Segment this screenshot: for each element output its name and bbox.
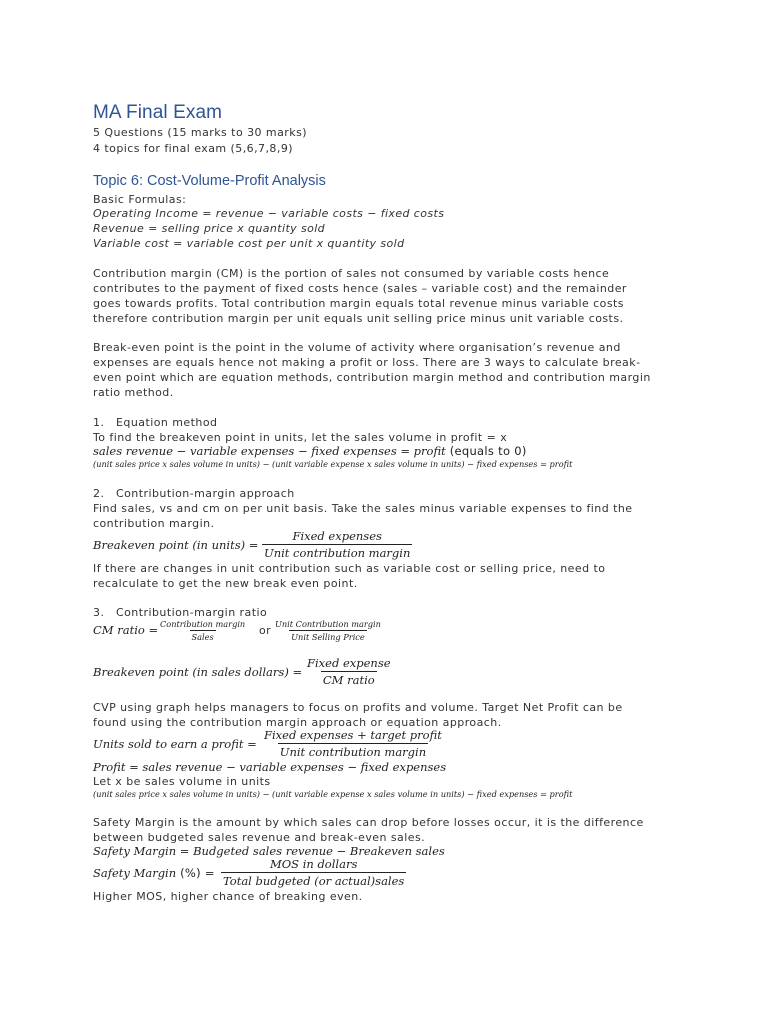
fraction-denominator: Unit Selling Price (291, 632, 365, 642)
list-number: 3. (93, 606, 105, 619)
safety-text: Higher MOS, higher chance of breaking even. (93, 890, 363, 903)
units-sold-lhs: Units sold to earn a profit = (93, 737, 257, 751)
bep-sales-lhs: Breakeven point (in sales dollars) = (93, 665, 303, 679)
units-sold-fraction (262, 728, 444, 759)
cvp-equation-expanded: (unit sales price x sales volume in units) − (unit variable expense x sales volume in units) − fixed expenses = profit (93, 789, 573, 799)
cvp-text: found using the contribution margin approach or equation approach. (93, 716, 502, 729)
list-number: 2. (93, 487, 105, 500)
basic-formulas-label: Basic Formulas: (93, 193, 187, 206)
safety-text: between budgeted sales revenue and break-even sales. (93, 831, 426, 844)
fraction-denominator: Unit contribution margin (264, 546, 411, 560)
let-x-text: Let x be sales volume in units (93, 775, 271, 788)
bep-paragraph-line: ratio method. (93, 386, 174, 399)
cm-ratio-fraction-1 (158, 619, 247, 642)
cm-paragraph-line: therefore contribution margin per unit equals unit selling price minus unit variable costs. (93, 312, 624, 325)
method-1-equation (93, 444, 527, 459)
fraction-numerator: Fixed expense (307, 656, 391, 670)
fraction-denominator: Total budgeted (or actual)sales (223, 874, 405, 888)
method-1-text: To find the breakeven point in units, let the sales volume in profit = x (93, 431, 508, 444)
fraction-denominator: Unit contribution margin (279, 745, 427, 759)
lhs-text: Safety Margin (93, 866, 177, 880)
method-1-equation-expanded: (unit sales price x sales volume in units) − (unit variable expense x sales volume in units) − fixed expenses = profit (93, 459, 573, 469)
fraction-numerator: Unit Contribution margin (275, 619, 381, 629)
safety-margin-pct-fraction (221, 857, 406, 888)
cm-ratio-lhs: CM ratio = (93, 623, 159, 637)
method-2-text: Find sales, vs and cm on per unit basis. Take the sales minus variable expenses to find the (93, 502, 633, 515)
equation-note: (equals to 0) (445, 444, 527, 458)
fraction-numerator: MOS in dollars (269, 857, 358, 871)
method-2-fraction (262, 529, 412, 560)
bep-sales-fraction (305, 656, 393, 687)
fraction-denominator: CM ratio (322, 673, 375, 687)
intro-line-2: 4 topics for final exam (5,6,7,8,9) (93, 142, 294, 155)
fraction-numerator: Fixed expenses (292, 529, 382, 543)
list-label: Contribution-margin approach (116, 487, 295, 500)
list-label: Equation method (116, 416, 218, 429)
method-3-heading (93, 605, 267, 620)
method-2-text: If there are changes in unit contribution such as variable cost or selling price, need to (93, 562, 606, 575)
cm-ratio-fraction-2 (273, 619, 383, 642)
safety-margin-equation: Safety Margin = Budgeted sales revenue − Breakeven sales (93, 844, 445, 858)
fraction-numerator: Contribution margin (160, 619, 246, 629)
method-2-text: recalculate to get the new break even point. (93, 577, 358, 590)
intro-line-1: 5 Questions (15 marks to 30 marks) (93, 126, 307, 139)
safety-margin-pct-lhs (93, 866, 215, 881)
profit-equation: Profit = sales revenue − variable expenses − fixed expenses (93, 760, 447, 774)
method-2-text: contribution margin. (93, 517, 215, 530)
document-title: MA Final Exam (93, 102, 223, 123)
formula-operating-income: Operating Income = revenue − variable costs − fixed costs (93, 207, 445, 220)
list-label: Contribution-margin ratio (116, 606, 268, 619)
lhs-equals: = (204, 866, 215, 880)
cm-paragraph-line: contributes to the payment of fixed costs hence (sales – variable cost) and the remainder (93, 282, 627, 295)
bep-paragraph-line: even point which are equation methods, contribution margin method and contribution margin (93, 371, 651, 384)
cm-paragraph-line: goes towards profits. Total contribution margin equals total revenue minus variable costs (93, 297, 624, 310)
fraction-denominator: Sales (191, 632, 214, 642)
formula-variable-cost: Variable cost = variable cost per unit x quantity sold (93, 237, 405, 250)
method-2-equation-lhs: Breakeven point (in units) = (93, 538, 259, 552)
cm-paragraph-line: Contribution margin (CM) is the portion of sales not consumed by variable costs hence (93, 267, 610, 280)
lhs-percent: (%) (176, 866, 205, 880)
topic-heading: Topic 6: Cost-Volume-Profit Analysis (93, 173, 326, 189)
list-number: 1. (93, 416, 105, 429)
method-2-heading (93, 486, 295, 501)
cvp-text: CVP using graph helps managers to focus on profits and volume. Target Net Profit can be (93, 701, 623, 714)
bep-paragraph-line: Break-even point is the point in the volume of activity where organisation’s revenue and (93, 341, 621, 354)
bep-paragraph-line: expenses are equals hence not making a profit or loss. There are 3 ways to calculate break- (93, 356, 641, 369)
method-1-heading (93, 415, 217, 430)
or-text: or (259, 624, 272, 637)
fraction-numerator: Fixed expenses + target profit (264, 728, 442, 742)
formula-revenue: Revenue = selling price x quantity sold (93, 222, 326, 235)
equation-text: sales revenue − variable expenses − fixed expenses = profit (93, 444, 446, 458)
safety-text: Safety Margin is the amount by which sales can drop before losses occur, it is the difference (93, 816, 644, 829)
